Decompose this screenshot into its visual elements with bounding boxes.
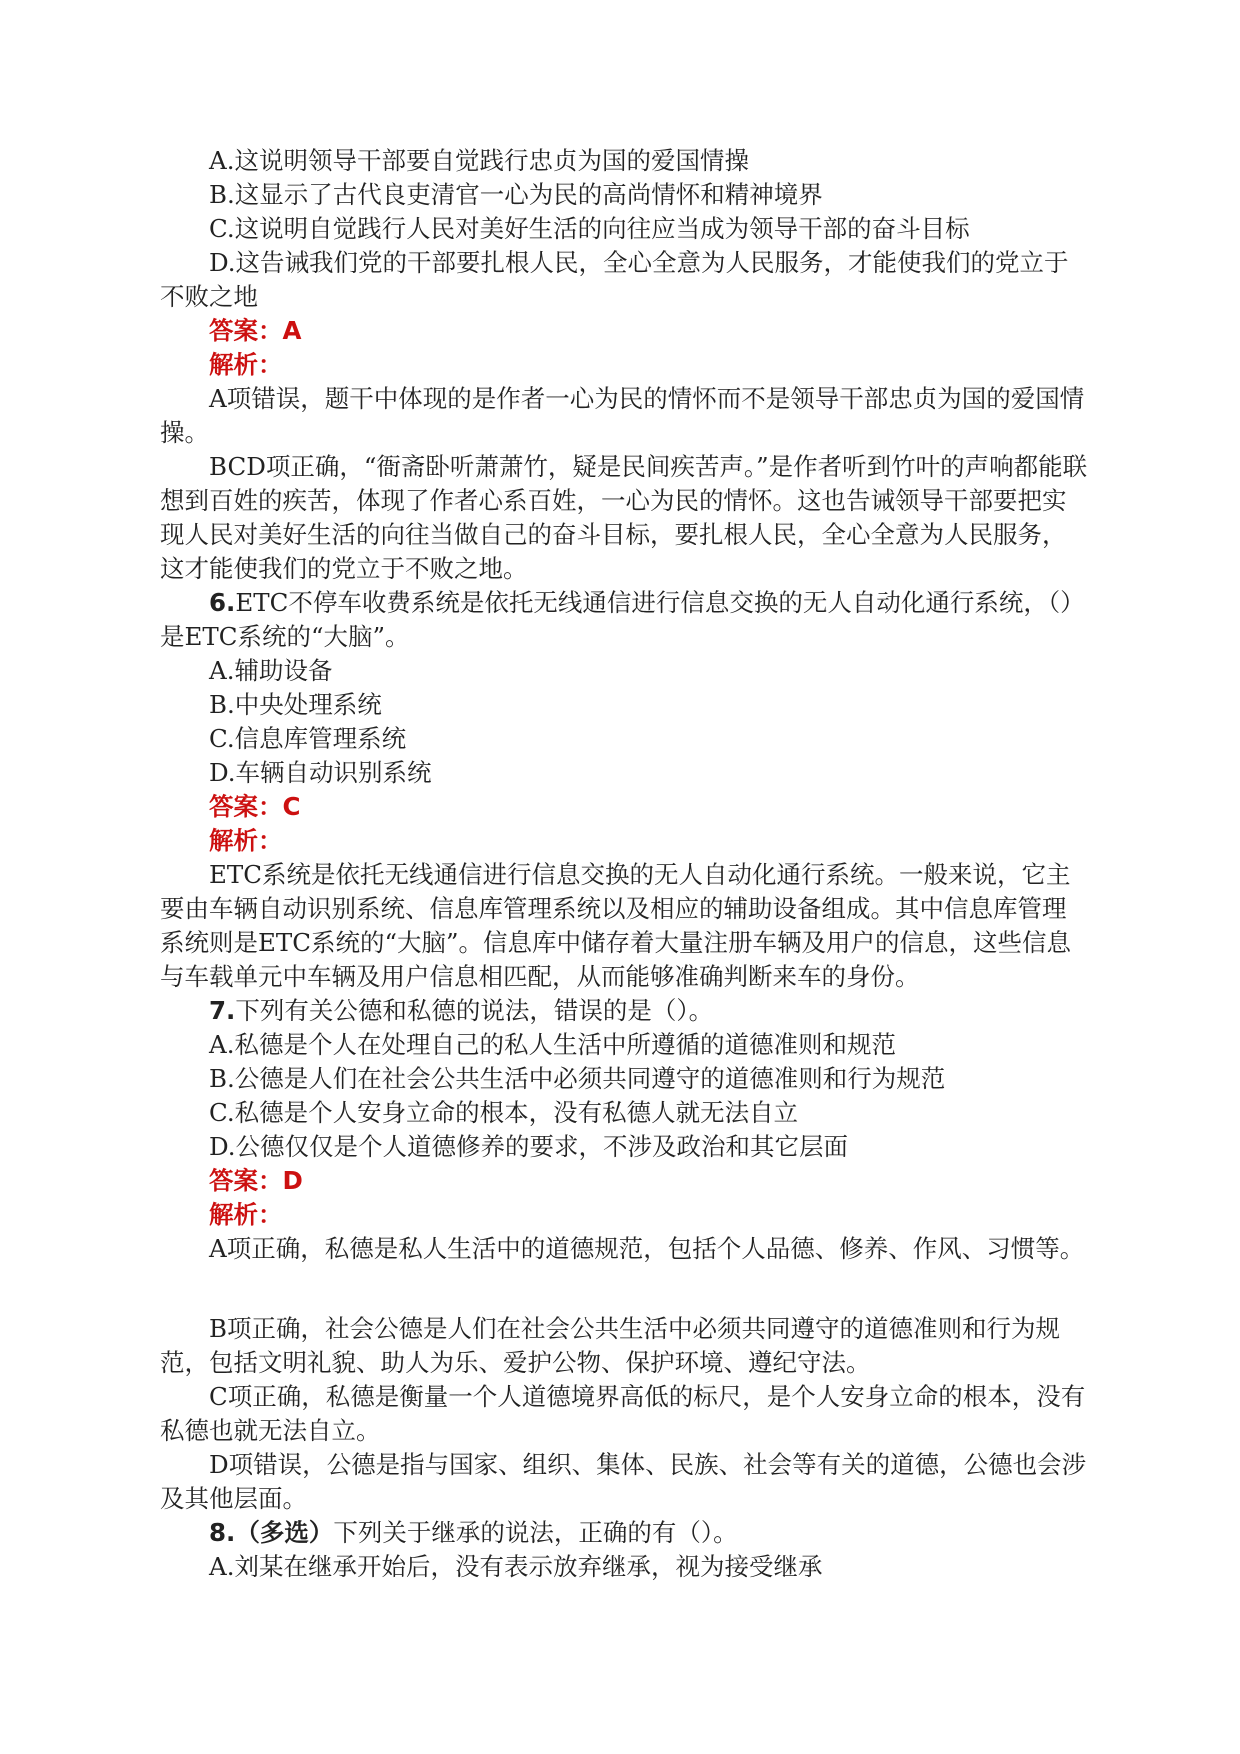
q8-stem — [209, 1516, 1089, 1550]
q8-option-a: A.刘某在继承开始后，没有表示放弃继承，视为接受继承 — [209, 1552, 823, 1581]
q5-analysis-1: A项错误，题干中体现的是作者一心为民的情怀而不是领导干部忠贞为国的爱国情操。 — [160, 384, 1085, 447]
q6-analysis-label: 解析： — [209, 826, 283, 855]
q8-stem-text: 下列关于继承的说法，正确的有（）。 — [333, 1518, 738, 1547]
q7-stem — [209, 994, 1089, 1028]
q6-answer: 答案：C — [209, 792, 301, 821]
q5-option-d: D.这告诫我们党的干部要扎根人民，全心全意为人民服务，才能使我们的党立于不败之地 — [160, 248, 1069, 311]
q6-stem-text: ETC不停车收费系统是依托无线通信进行信息交换的无人自动化通行系统，（）是ETC系统的“大脑”。 — [160, 588, 1085, 651]
q7-option-c: C.私德是个人安身立命的根本，没有私德人就无法自立 — [209, 1098, 799, 1127]
q7-analysis-4: D项错误，公德是指与国家、组织、集体、民族、社会等有关的道德，公德也会涉及其他层面。 — [160, 1450, 1087, 1513]
q6-number: 6. — [209, 588, 236, 617]
q5-answer: 答案：A — [209, 316, 302, 345]
q5-analysis-label: 解析： — [209, 350, 283, 379]
q7-number: 7. — [209, 996, 236, 1025]
q6-option-a: A.辅助设备 — [209, 656, 333, 685]
q7-option-b: B.公德是人们在社会公共生活中必须共同遵守的道德准则和行为规范 — [209, 1064, 946, 1093]
q6-option-c: C.信息库管理系统 — [209, 724, 407, 753]
q7-analysis-3: C项正确，私德是衡量一个人道德境界高低的标尺，是个人安身立命的根本，没有私德也就无法自立。 — [160, 1382, 1086, 1445]
q6-stem — [160, 586, 1090, 654]
q6-option-b: B.中央处理系统 — [209, 690, 382, 719]
q5-analysis-2: BCD项正确，“衙斋卧听萧萧竹，疑是民间疾苦声。”是作者听到竹叶的声响都能联想到百姓的疾苦，体现了作者心系百姓，一心为民的情怀。这也告诫领导干部要把实现人民对美好生活的向往当做自己的奋斗目标，要扎根人民，全心全意为人民服务，这才能使我们的党立于不败之地。 — [160, 452, 1088, 583]
q7-analysis-2: B项正确，社会公德是人们在社会公共生活中必须共同遵守的道德准则和行为规范，包括文明礼貌、助人为乐、爱护公物、保护环境、遵纪守法。 — [160, 1314, 1061, 1377]
q5-option-b: B.这显示了古代良吏清官一心为民的高尚情怀和精神境界 — [209, 180, 823, 209]
q5-option-c: C.这说明自觉践行人民对美好生活的向往应当成为领导干部的奋斗目标 — [209, 214, 970, 243]
q8-number: 8. — [209, 1518, 236, 1547]
q5-option-a: A.这说明领导干部要自觉践行忠贞为国的爱国情操 — [209, 146, 749, 175]
q7-stem-text: 下列有关公德和私德的说法，错误的是（）。 — [235, 996, 714, 1025]
q7-answer: 答案：D — [209, 1166, 303, 1195]
q7-option-a: A.私德是个人在处理自己的私人生活中所遵循的道德准则和规范 — [209, 1030, 896, 1059]
q8-tag: （多选） — [235, 1518, 334, 1547]
q7-analysis-1: A项正确，私德是私人生活中的道德规范，包括个人品德、修养、作风、习惯等。 — [209, 1234, 1085, 1263]
q7-option-d: D.公德仅仅是个人道德修养的要求，不涉及政治和其它层面 — [209, 1132, 849, 1161]
q6-option-d: D.车辆自动识别系统 — [209, 758, 432, 787]
q6-analysis-1: ETC系统是依托无线通信进行信息交换的无人自动化通行系统。一般来说，它主要由车辆自动识别系统、信息库管理系统以及相应的辅助设备组成。其中信息库管理系统则是ETC系统的“大脑”。信息库中储存着大量注册车辆及用户的信息，这些信息与车载单元中车辆及用户信息相匹配，从而能够准确判断来车的身份。 — [160, 860, 1072, 991]
q7-analysis-label: 解析： — [209, 1200, 283, 1229]
